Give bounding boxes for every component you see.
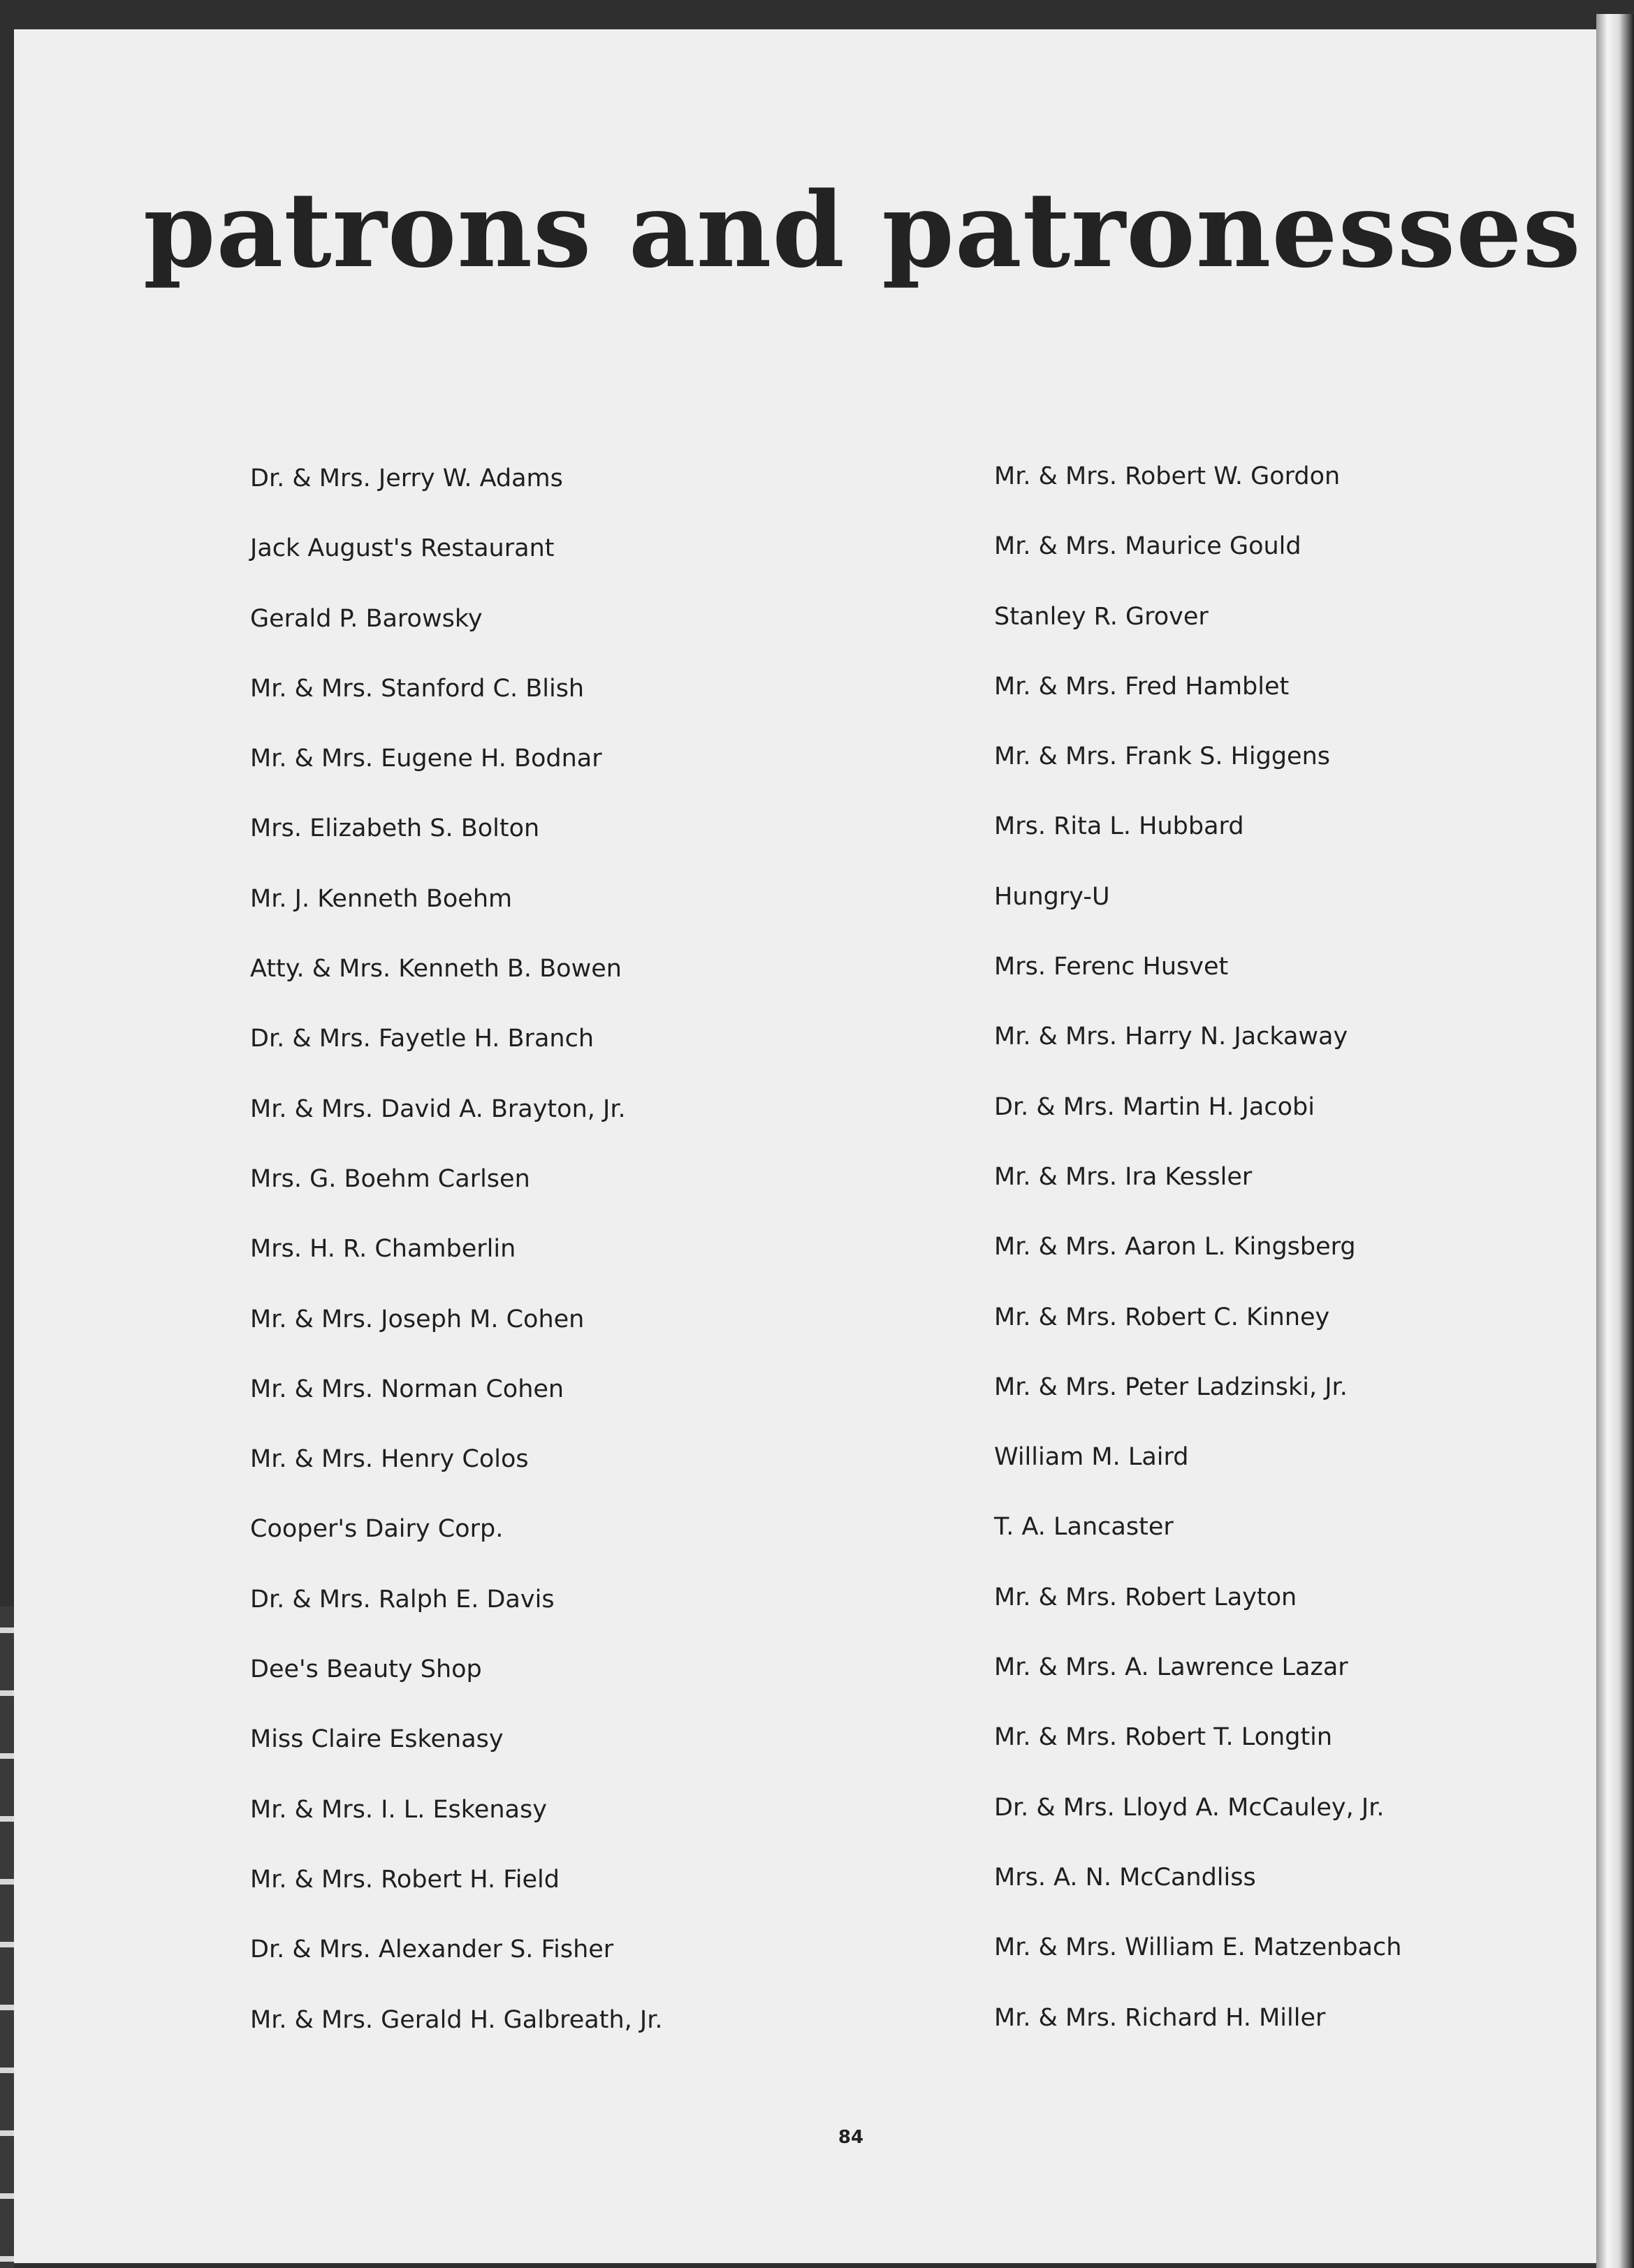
patron-entry: Dr. & Mrs. Jerry W. Adams xyxy=(250,464,563,492)
patron-entry: Mr. & Mrs. Stanford C. Blish xyxy=(250,674,585,703)
page-edge-shadow xyxy=(1596,14,1634,2268)
patron-entry: Dr. & Mrs. Fayetle H. Branch xyxy=(250,1025,594,1053)
patron-entry: Mr. & Mrs. William E. Matzenbach xyxy=(994,1933,1402,1962)
patron-entry: Mrs. Rita L. Hubbard xyxy=(994,812,1244,841)
patron-entry: Mr. & Mrs. David A. Brayton, Jr. xyxy=(250,1095,626,1123)
page-number: 84 xyxy=(838,2127,864,2148)
patron-entry: Mr. & Mrs. Eugene H. Bodnar xyxy=(250,745,602,773)
patron-entry: Mr. & Mrs. Robert C. Kinney xyxy=(994,1303,1330,1331)
patron-entry: T. A. Lancaster xyxy=(994,1513,1174,1542)
patron-entry: Mrs. Elizabeth S. Bolton xyxy=(250,814,540,843)
patron-entry: Mr. & Mrs. Aaron L. Kingsberg xyxy=(994,1233,1356,1261)
patron-entry: Mr. & Mrs. I. L. Eskenasy xyxy=(250,1795,547,1824)
patron-entry: Mr. & Mrs. Ira Kessler xyxy=(994,1162,1253,1191)
patron-entry: Mr. & Mrs. Frank S. Higgens xyxy=(994,742,1331,771)
patron-entry: Mr. & Mrs. Robert H. Field xyxy=(250,1865,560,1894)
page-title: patrons and patronesses xyxy=(143,169,1582,291)
patron-entry: Mr. & Mrs. Maurice Gould xyxy=(994,532,1301,561)
patron-entry: Mr. & Mrs. Henry Colos xyxy=(250,1445,529,1474)
patron-entry: Mr. & Mrs. Peter Ladzinski, Jr. xyxy=(994,1373,1348,1401)
binding-edge xyxy=(0,1607,14,2268)
patron-entry: Mr. & Mrs. Richard H. Miller xyxy=(994,2003,1326,2032)
patron-entry: Cooper's Dairy Corp. xyxy=(250,1515,504,1544)
patron-list-left xyxy=(250,458,914,2069)
patron-entry: Dr. & Mrs. Lloyd A. McCauley, Jr. xyxy=(994,1793,1385,1822)
patron-entry: Jack August's Restaurant xyxy=(250,534,555,563)
patron-entry: Mr. & Mrs. Norman Cohen xyxy=(250,1375,564,1403)
patron-entry: Mr. & Mrs. Robert W. Gordon xyxy=(994,462,1341,490)
patron-entry: William M. Laird xyxy=(994,1443,1189,1472)
patron-entry: Mr. & Mrs. Robert Layton xyxy=(994,1583,1297,1611)
patron-entry: Stanley R. Grover xyxy=(994,602,1209,631)
patron-entry: Mr. & Mrs. Harry N. Jackaway xyxy=(994,1023,1348,1051)
patron-entry: Mrs. G. Boehm Carlsen xyxy=(250,1164,530,1193)
patron-entry: Mr. & Mrs. A. Lawrence Lazar xyxy=(994,1653,1348,1682)
patron-entry: Mr. & Mrs. Fred Hamblet xyxy=(994,672,1290,701)
patron-entry: Mr. & Mrs. Robert T. Longtin xyxy=(994,1723,1333,1752)
patron-entry: Mrs. A. N. McCandliss xyxy=(994,1863,1256,1892)
patron-entry: Mr. & Mrs. Joseph M. Cohen xyxy=(250,1305,585,1333)
patron-entry: Dr. & Mrs. Martin H. Jacobi xyxy=(994,1092,1315,1121)
patron-entry: Dr. & Mrs. Alexander S. Fisher xyxy=(250,1936,614,1964)
patron-list-right xyxy=(994,455,1588,2067)
patron-entry: Dee's Beauty Shop xyxy=(250,1655,482,1684)
patron-entry: Miss Claire Eskenasy xyxy=(250,1725,504,1754)
patron-entry: Hungry-U xyxy=(994,882,1110,911)
patron-entry: Atty. & Mrs. Kenneth B. Bowen xyxy=(250,955,622,983)
patron-entry: Mrs. H. R. Chamberlin xyxy=(250,1235,516,1264)
patron-entry: Mrs. Ferenc Husvet xyxy=(994,953,1229,981)
patron-entry: Gerald P. Barowsky xyxy=(250,604,483,633)
patron-entry: Dr. & Mrs. Ralph E. Davis xyxy=(250,1585,555,1614)
patron-entry: Mr. & Mrs. Gerald H. Galbreath, Jr. xyxy=(250,2005,663,2034)
patron-entry: Mr. J. Kenneth Boehm xyxy=(250,884,513,913)
